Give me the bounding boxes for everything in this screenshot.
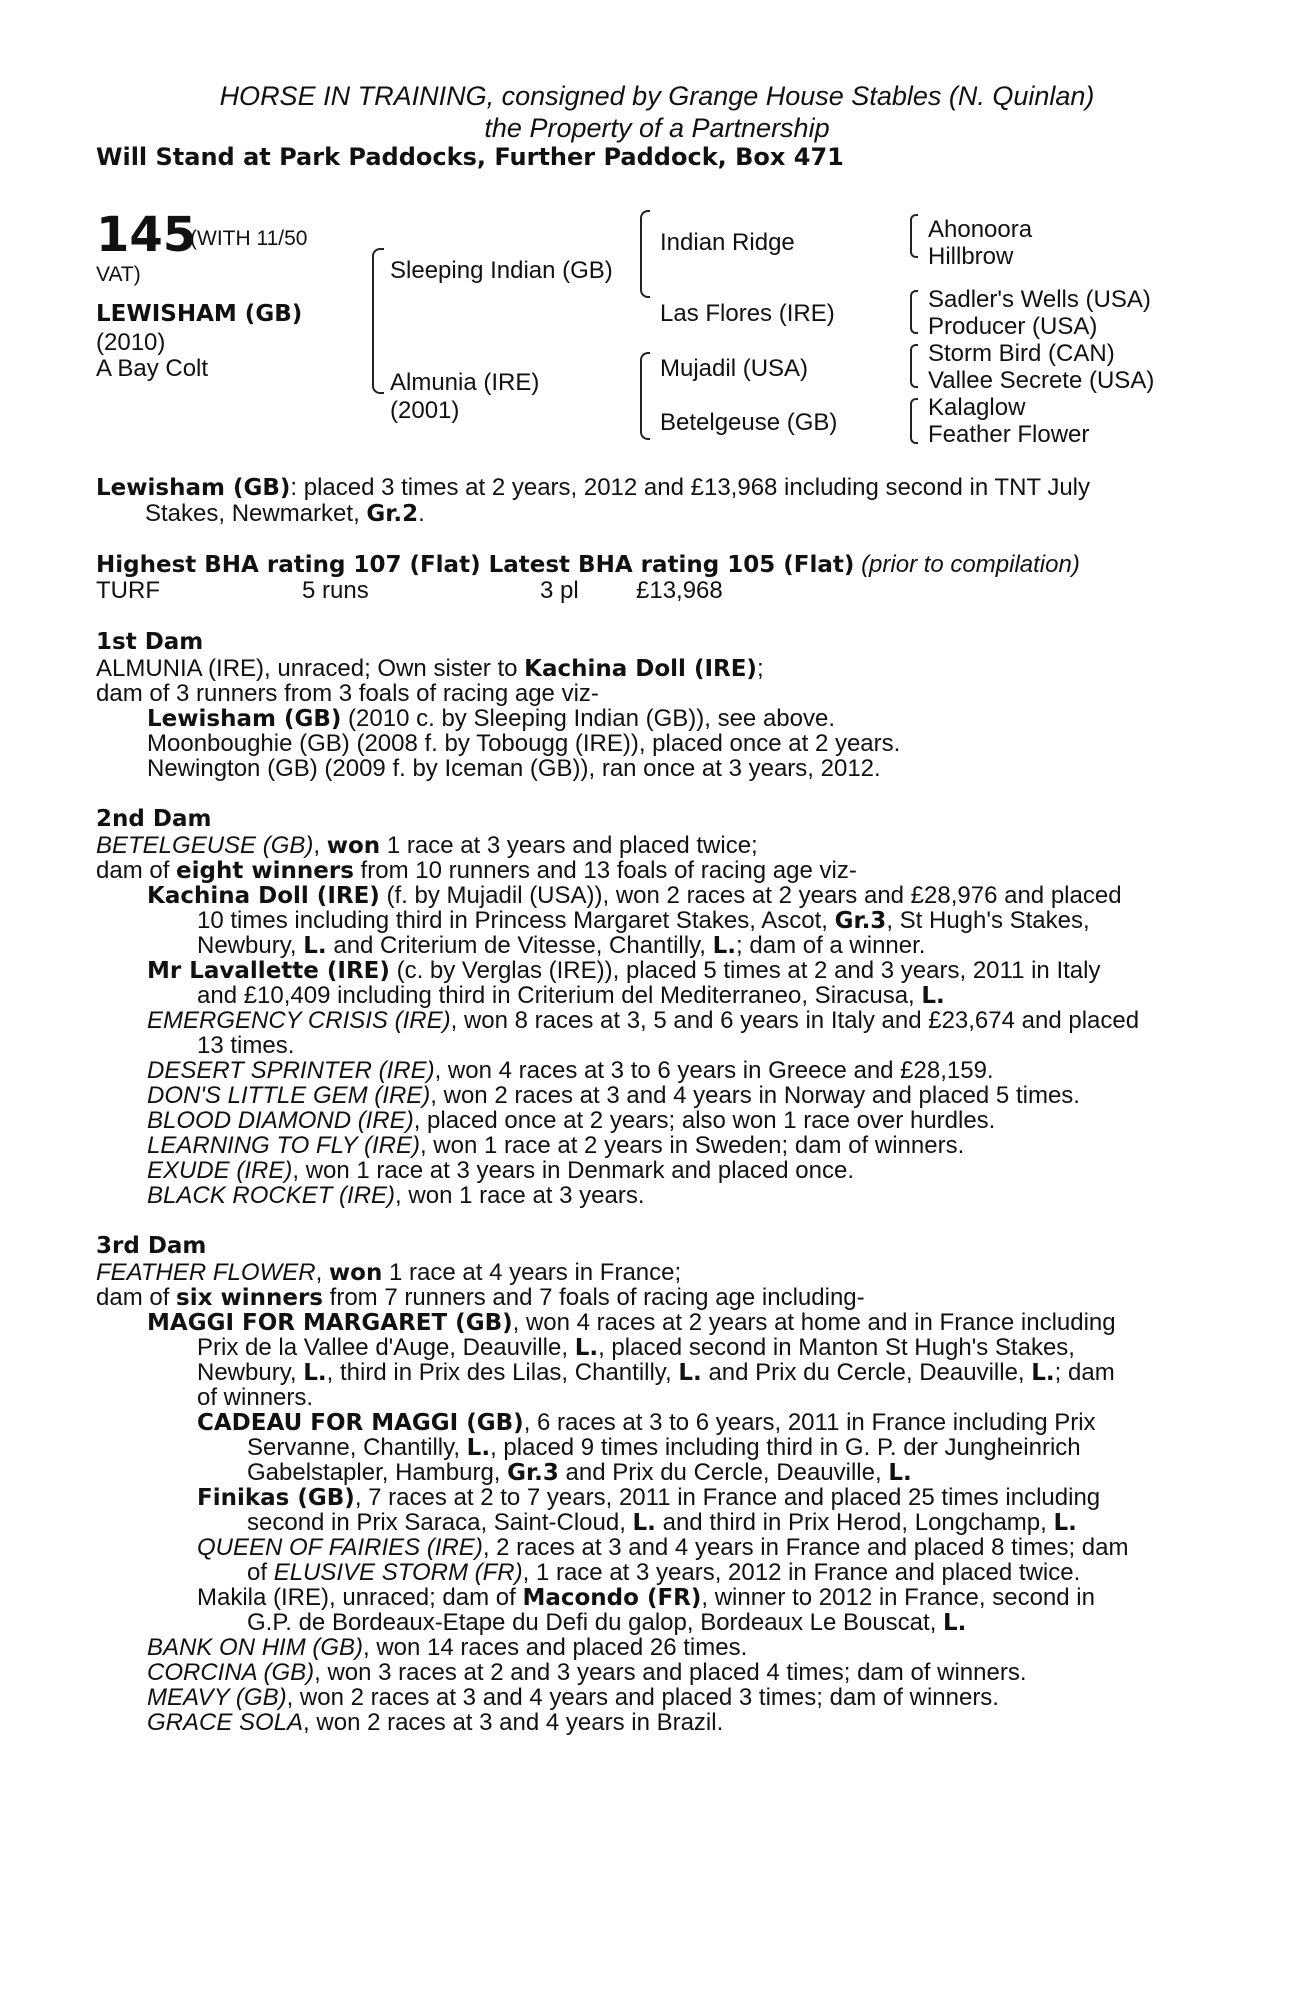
pedigree-sdd: Producer (USA) (928, 313, 1098, 340)
pedigree-brace (910, 344, 918, 388)
produce-entry-cont: and £10,409 including third in Criterium del Mediterraneo, Siracusa, L. (197, 982, 945, 1009)
produce-entry-cont: 13 times. (197, 1032, 295, 1059)
pedigree-sss: Ahonoora (928, 216, 1033, 243)
pedigree-brace (910, 214, 918, 258)
pedigree-sire-sire: Indian Ridge (660, 229, 795, 256)
pedigree-brace (372, 248, 384, 394)
third-dam-produce-summary: dam of six winners from 7 runners and 7 foals of racing age including- (96, 1284, 865, 1311)
third-dam-heading: 3rd Dam (96, 1233, 207, 1259)
third-dam-line: FEATHER FLOWER, won 1 race at 4 years in France; (96, 1259, 682, 1286)
produce-entry-cont: Gabelstapler, Hamburg, Gr.3 and Prix du Cercle, Deauville, L. (247, 1459, 912, 1486)
pedigree-sire-dam: Las Flores (IRE) (660, 300, 835, 327)
header-location: Will Stand at Park Paddocks, Further Paddock, Box 471 (96, 143, 844, 171)
summary-horse-name: Lewisham (GB) (96, 475, 291, 501)
horse-description: A Bay Colt (96, 355, 209, 382)
produce-entry: CADEAU FOR MAGGI (GB), 6 races at 3 to 6 years, 2011 in France including Prix (197, 1409, 1096, 1436)
produce-entry: Mr Lavallette (IRE) (c. by Verglas (IRE)), placed 5 times at 2 and 3 years, 2011 in Italy (147, 957, 1101, 984)
race-record-placed: 3 pl (540, 577, 579, 604)
produce-entry: Makila (IRE), unraced; dam of Macondo (FR), winner to 2012 in France, second in (197, 1584, 1095, 1611)
produce-entry: MAGGI FOR MARGARET (GB), won 4 races at 2 years at home and in France including (147, 1309, 1116, 1336)
produce-entry: EXUDE (IRE), won 1 race at 3 years in Denmark and placed once. (147, 1157, 855, 1184)
race-record-earnings: £13,968 (636, 577, 723, 604)
second-dam-produce-summary: dam of eight winners from 10 runners and 13 foals of racing age viz- (96, 857, 857, 884)
produce-entry: MEAVY (GB), won 2 races at 3 and 4 years and placed 3 times; dam of winners. (147, 1684, 999, 1711)
produce-entry: Newington (GB) (2009 f. by Iceman (GB)), ran once at 3 years, 2012. (147, 755, 881, 782)
produce-entry-cont: Servanne, Chantilly, L., placed 9 times including third in G. P. der Jungheinrich (247, 1434, 1081, 1461)
horse-year: (2010) (96, 329, 166, 356)
produce-entry: Kachina Doll (IRE) (f. by Mujadil (USA)), won 2 races at 2 years and £28,976 and placed (147, 882, 1122, 909)
rating-note: (prior to compilation) (861, 551, 1080, 578)
race-record-runs: 5 runs (302, 577, 369, 604)
lot-vat-2: VAT) (96, 263, 141, 286)
produce-entry: Moonboughie (GB) (2008 f. by Tobougg (IRE)), placed once at 2 years. (147, 730, 901, 757)
produce-entry-cont: of ELUSIVE STORM (FR), 1 race at 3 years, 2012 in France and placed twice. (247, 1559, 1081, 1586)
pedigree-dam: Almunia (IRE) (390, 369, 540, 396)
pedigree-brace (910, 290, 918, 334)
produce-entry: QUEEN OF FAIRIES (IRE), 2 races at 3 and 4 years in France and placed 8 times; dam (197, 1534, 1129, 1561)
summary-line-2: Stakes, Newmarket, Gr.2. (145, 500, 425, 527)
horse-name: LEWISHAM (GB) (96, 301, 303, 327)
pedigree-dam-sire: Mujadil (USA) (660, 355, 809, 382)
second-dam-heading: 2nd Dam (96, 806, 212, 832)
produce-entry: EMERGENCY CRISIS (IRE), won 8 races at 3, 5 and 6 years in Italy and £23,674 and placed (147, 1007, 1140, 1034)
lot-vat: (WITH 11/50 (190, 227, 308, 250)
header-subtitle: the Property of a Partnership (484, 113, 830, 143)
produce-entry-cont: Prix de la Vallee d'Auge, Deauville, L., placed second in Manton St Hugh's Stakes, (197, 1334, 1075, 1361)
header-title: HORSE IN TRAINING, consigned by Grange House Stables (N. Quinlan) (219, 81, 1095, 111)
first-dam-line: ALMUNIA (IRE), unraced; Own sister to Kachina Doll (IRE); (96, 655, 764, 682)
pedigree-brace (640, 210, 650, 298)
second-dam-line: BETELGEUSE (GB), won 1 race at 3 years and placed twice; (96, 832, 758, 859)
produce-entry-cont: G.P. de Bordeaux-Etape du Defi du galop, Bordeaux Le Bouscat, L. (247, 1609, 967, 1636)
lot-number: 145 (96, 207, 197, 263)
pedigree-brace (640, 352, 650, 440)
produce-entry-cont: second in Prix Saraca, Saint-Cloud, L. and third in Prix Herod, Longchamp, L. (247, 1509, 1077, 1536)
produce-entry: BLACK ROCKET (IRE), won 1 race at 3 years. (147, 1182, 645, 1209)
produce-entry: DESERT SPRINTER (IRE), won 4 races at 3 to 6 years in Greece and £28,159. (147, 1057, 994, 1084)
pedigree-ddd: Feather Flower (928, 421, 1090, 448)
produce-entry: CORCINA (GB), won 3 races at 2 and 3 years and placed 4 times; dam of winners. (147, 1659, 1027, 1686)
pedigree-dss: Storm Bird (CAN) (928, 340, 1115, 367)
produce-entry-cont: Newbury, L. and Criterium de Vitesse, Chantilly, L.; dam of a winner. (197, 932, 926, 959)
produce-entry-cont: 10 times including third in Princess Margaret Stakes, Ascot, Gr.3, St Hugh's Stakes, (197, 907, 1090, 934)
rating-line (96, 552, 1080, 577)
first-dam-heading: 1st Dam (96, 629, 204, 655)
produce-entry-cont: of winners. (197, 1384, 314, 1411)
pedigree-dam-year: (2001) (390, 397, 460, 424)
summary-line-1: Lewisham (GB): placed 3 times at 2 years, 2012 and £13,968 including second in TNT July (96, 474, 1090, 501)
pedigree-sds: Sadler's Wells (USA) (928, 286, 1151, 313)
produce-entry: Finikas (GB), 7 races at 2 to 7 years, 2011 in France and placed 25 times including (197, 1484, 1101, 1511)
pedigree-sire: Sleeping Indian (GB) (390, 257, 613, 284)
produce-entry: GRACE SOLA, won 2 races at 3 and 4 years in Brazil. (147, 1709, 724, 1736)
pedigree-dds: Kalaglow (928, 394, 1026, 421)
produce-entry: BLOOD DIAMOND (IRE), placed once at 2 years; also won 1 race over hurdles. (147, 1107, 996, 1134)
first-dam-produce-summary: dam of 3 runners from 3 foals of racing age viz- (96, 680, 599, 707)
pedigree-ssd: Hillbrow (928, 243, 1014, 270)
produce-entry: LEARNING TO FLY (IRE), won 1 race at 2 years in Sweden; dam of winners. (147, 1132, 965, 1159)
produce-entry: Lewisham (GB) (2010 c. by Sleeping Indian (GB)), see above. (147, 705, 836, 732)
produce-entry-cont: Newbury, L., third in Prix des Lilas, Chantilly, L. and Prix du Cercle, Deauville, L.; dam (197, 1359, 1115, 1386)
rating-text: Highest BHA rating 107 (Flat) Latest BHA rating 105 (Flat) (96, 552, 855, 578)
pedigree-brace (910, 398, 918, 444)
pedigree-dsd: Vallee Secrete (USA) (928, 367, 1155, 394)
produce-entry: BANK ON HIM (GB), won 14 races and placed 26 times. (147, 1634, 748, 1661)
pedigree-dam-dam: Betelgeuse (GB) (660, 409, 838, 436)
race-record-surface: TURF (96, 577, 160, 604)
produce-entry: DON'S LITTLE GEM (IRE), won 2 races at 3 and 4 years in Norway and placed 5 times. (147, 1082, 1080, 1109)
